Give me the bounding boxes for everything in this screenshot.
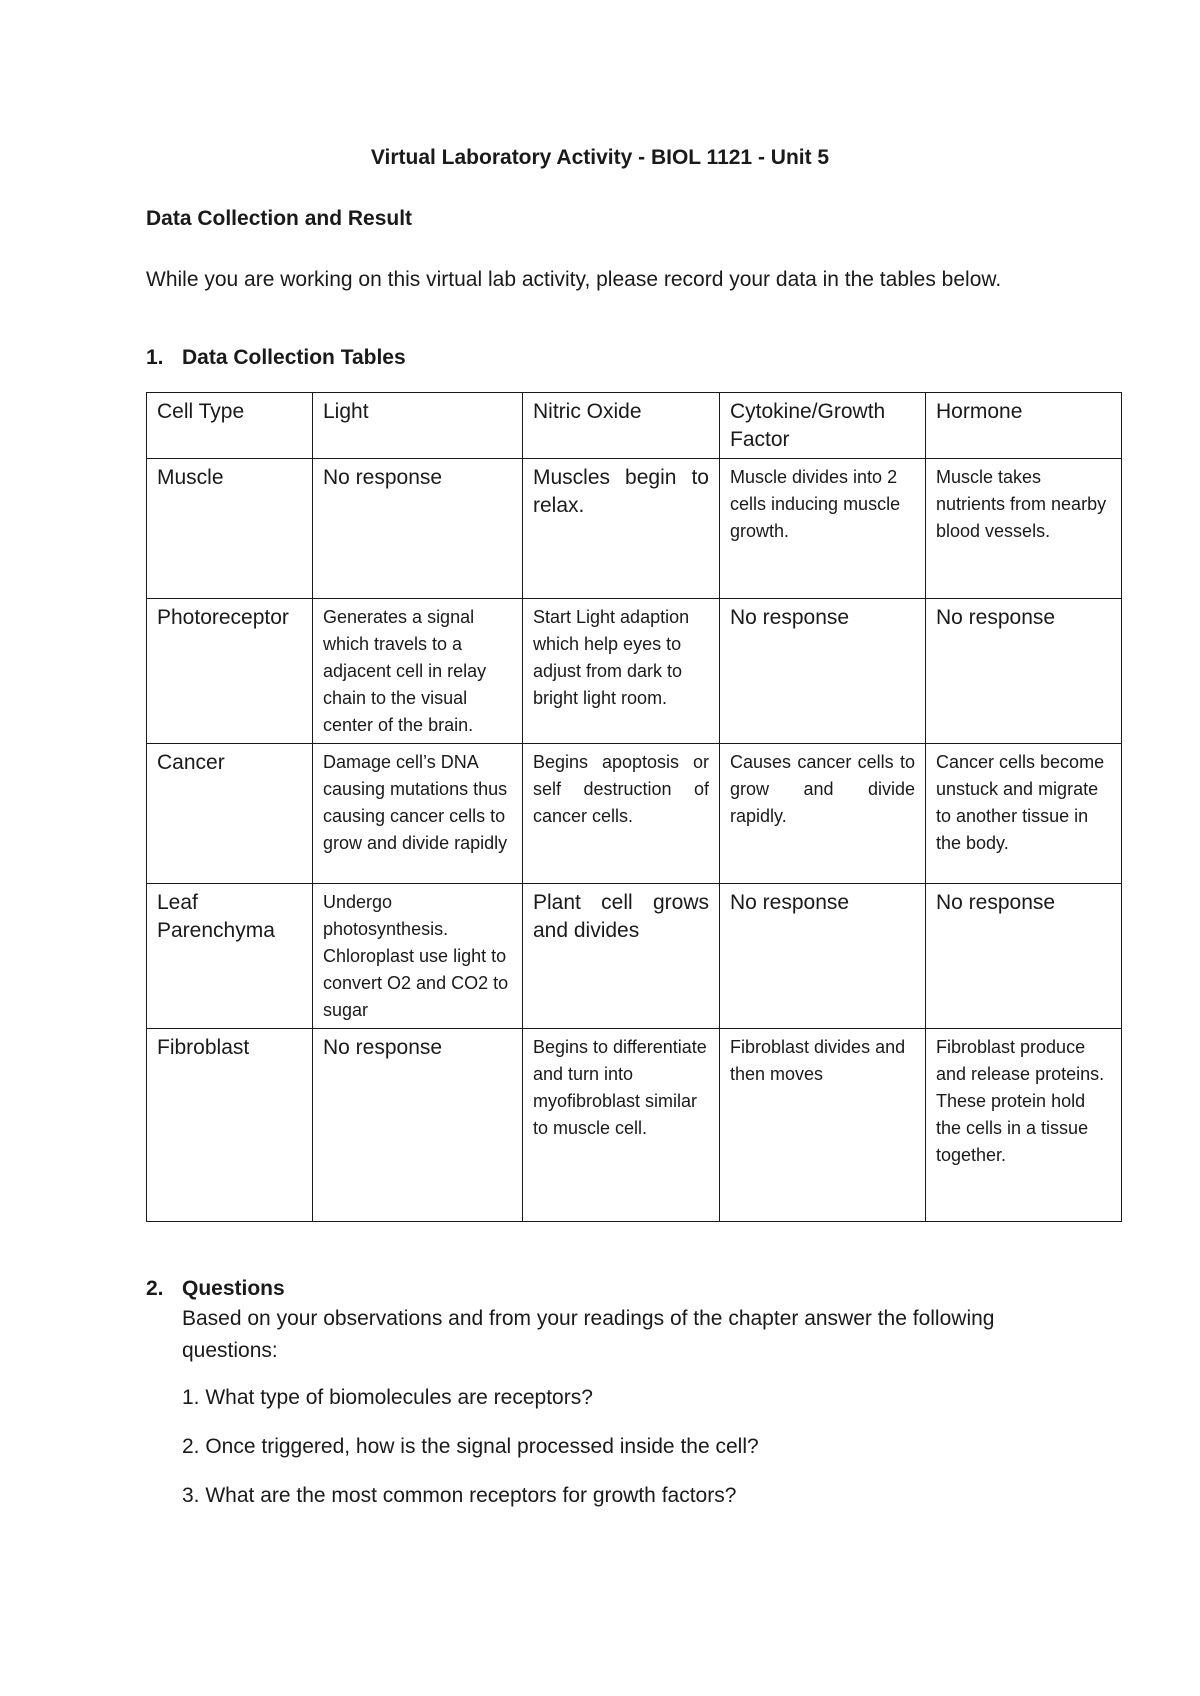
row-cytokine: Fibroblast divides and then moves (720, 1029, 926, 1222)
row-cell-type: Fibroblast (147, 1029, 313, 1222)
table-row (147, 1029, 1122, 1222)
row-light: Generates a signal which travels to a adjacent cell in relay chain to the visual center of the brain. (313, 599, 523, 744)
header-cytokine-growth-factor: Cytokine/Growth Factor (720, 393, 926, 459)
header-light: Light (313, 393, 523, 459)
header-hormone: Hormone (926, 393, 1122, 459)
header-nitric-oxide: Nitric Oxide (523, 393, 720, 459)
row-hormone: No response (926, 599, 1122, 744)
table-row (147, 884, 1122, 1029)
row-nitric-oxide: Start Light adaption which help eyes to adjust from dark to bright light room. (523, 599, 720, 744)
row-nitric-oxide: Begins to differentiate and turn into myofibroblast similar to muscle cell. (523, 1029, 720, 1222)
row-hormone: No response (926, 884, 1122, 1029)
header-cell-type: Cell Type (147, 393, 313, 459)
intro-paragraph: While you are working on this virtual lab activity, please record your data in the tables below. (146, 268, 1002, 291)
row-cell-type: Leaf Parenchyma (147, 884, 313, 1029)
table-row (147, 599, 1122, 744)
document-title: Virtual Laboratory Activity - BIOL 1121 - Unit 5 (370, 146, 830, 169)
row-nitric-oxide: Muscles begin to relax. (523, 459, 720, 599)
row-hormone: Muscle takes nutrients from nearby blood vessels. (926, 459, 1122, 599)
table-row (147, 744, 1122, 884)
row-hormone: Cancer cells become unstuck and migrate to another tissue in the body. (926, 744, 1122, 884)
row-hormone: Fibroblast produce and release proteins. These protein hold the cells in a tissue together. (926, 1029, 1122, 1222)
row-cell-type: Muscle (147, 459, 313, 599)
row-cell-type: Photoreceptor (147, 599, 313, 744)
row-light: Damage cell’s DNA causing mutations thus causing cancer cells to grow and divide rapidly (313, 744, 523, 884)
data-collection-table (146, 392, 1122, 1222)
questions-heading-number: 2. (146, 1277, 164, 1300)
row-light: No response (313, 1029, 523, 1222)
row-cytokine: No response (720, 884, 926, 1029)
table-header-row (147, 393, 1122, 459)
table-row (147, 459, 1122, 599)
tables-heading-text: Data Collection Tables (182, 346, 406, 369)
questions-heading (146, 1277, 285, 1301)
row-cytokine: Muscle divides into 2 cells inducing muscle growth. (720, 459, 926, 599)
section-heading: Data Collection and Result (146, 207, 413, 230)
questions-intro: Based on your observations and from your readings of the chapter answer the following questions: (182, 1307, 995, 1362)
question-item-1: 1. What type of biomolecules are receptors? (182, 1386, 593, 1409)
questions-heading-text: Questions (182, 1277, 285, 1300)
question-item-3: 3. What are the most common receptors for growth factors? (182, 1484, 737, 1507)
row-cytokine: No response (720, 599, 926, 744)
row-cytokine: Causes cancer cells to grow and divide rapidly. (720, 744, 926, 884)
tables-heading (146, 346, 406, 370)
row-light: Undergo photosynthesis. Chloroplast use light to convert O2 and CO2 to sugar (313, 884, 523, 1029)
row-light: No response (313, 459, 523, 599)
row-nitric-oxide: Plant cell grows and divides (523, 884, 720, 1029)
row-nitric-oxide: Begins apoptosis or self destruction of cancer cells. (523, 744, 720, 884)
tables-heading-number: 1. (146, 346, 164, 369)
row-cell-type: Cancer (147, 744, 313, 884)
question-item-2: 2. Once triggered, how is the signal processed inside the cell? (182, 1435, 759, 1458)
